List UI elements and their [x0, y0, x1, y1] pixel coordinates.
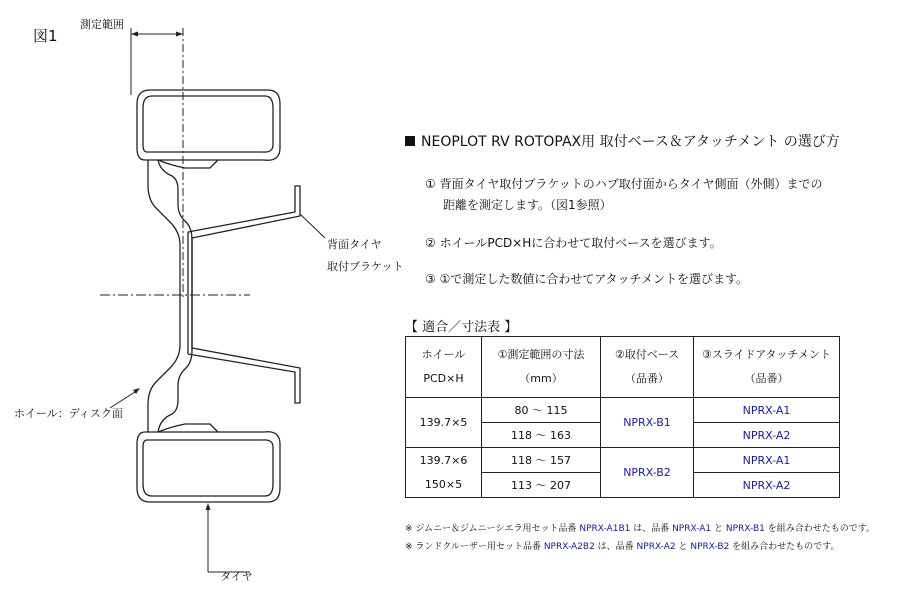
- bracket-label-line2: 取付ブラケット: [327, 260, 404, 273]
- range-cell: 118 ～ 163: [482, 423, 601, 448]
- attachment-part-cell: NPRX-A2: [694, 473, 840, 498]
- wheel-disc-label: ホイール：ディスク面: [14, 407, 123, 420]
- header-wheel: ホイール PCD×H: [406, 337, 482, 398]
- table-row: [406, 398, 840, 423]
- table-row: [406, 448, 840, 473]
- header-range: ①測定範囲の寸法 （mm）: [482, 337, 601, 398]
- table-header-row: [406, 337, 840, 398]
- wheel-cross-section-diagram: [0, 0, 400, 600]
- step-3: ③ ①で測定した数値に合わせてアタッチメントを選びます。: [425, 272, 749, 286]
- base-part-cell: NPRX-B1: [601, 398, 694, 448]
- range-cell: 113 ～ 207: [482, 473, 601, 498]
- table-title: 【 適合／寸法表 】: [405, 320, 518, 335]
- base-part-cell: NPRX-B2: [601, 448, 694, 498]
- note-landcruiser-set: ※ ランドクルーザー用セット品番 NPRX-A2B2 は、品番 NPRX-A2 と NPRX-B2 を組み合わせたものです。: [405, 542, 840, 552]
- measure-range-label: 測定範囲: [80, 18, 124, 31]
- fitment-table: [405, 336, 840, 498]
- figure-label: 図1: [33, 27, 58, 45]
- tire-label: タイヤ: [220, 570, 253, 583]
- attachment-part-cell: NPRX-A1: [694, 448, 840, 473]
- range-cell: 80 ～ 115: [482, 398, 601, 423]
- heading-text: NEOPLOT RV ROTOPAX用 取付ベース＆アタッチメント の選び方: [421, 134, 840, 150]
- pcd-cell: 139.7×5: [406, 398, 482, 448]
- pcd-cell: 139.7×6 150×5: [406, 448, 482, 498]
- attachment-part-cell: NPRX-A1: [694, 398, 840, 423]
- selection-guide-heading: [405, 131, 840, 151]
- attachment-part-cell: NPRX-A2: [694, 423, 840, 448]
- step-1-line2: 距離を測定します。（図1参照）: [443, 198, 612, 212]
- step-1-line1: ① 背面タイヤ取付ブラケットのハブ取付面からタイヤ側面（外側）までの: [425, 177, 823, 191]
- header-attachment: ③スライドアタッチメント （品番）: [694, 337, 840, 398]
- step-2: ② ホイールPCD×Hに合わせて取付ベースを選びます。: [425, 236, 722, 250]
- square-bullet-icon: [405, 136, 415, 146]
- note-jimny-set: ※ ジムニー＆ジムニーシエラ用セット品番 NPRX-A1B1 は、品番 NPRX-A1 と NPRX-B1 を組み合わせたものです。: [405, 524, 876, 534]
- header-base: ②取付ベース （品番）: [601, 337, 694, 398]
- range-cell: 118 ～ 157: [482, 448, 601, 473]
- bracket-label-line1: 背面タイヤ: [327, 238, 382, 251]
